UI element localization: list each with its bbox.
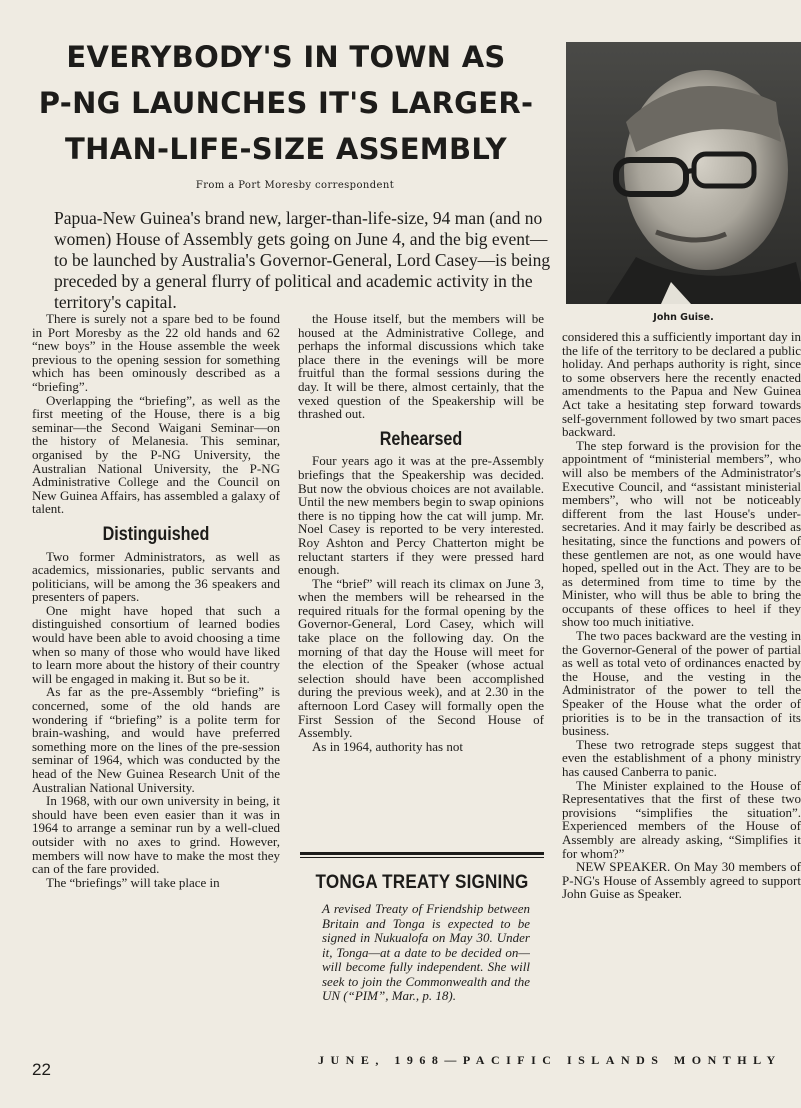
paragraph: The “brief” will reach its climax on June 3, when the members will be rehearsed in the required rituals for the formal opening by the Governor-General, Lord Casey, which will take place on the following day. On the morning of that day the House will meet for the election of the Speaker (whose actual selection should have been accomplished during the previous week), and at 2.30 in the afternoon Lord Casey will formally open the First Session of the Second House of Assembly. bbox=[298, 575, 544, 741]
portrait-illustration bbox=[566, 42, 801, 304]
tonga-sidebar-box bbox=[300, 852, 544, 1030]
portrait-photo bbox=[566, 42, 801, 304]
paragraph: considered this a sufficiently important day in the life of the territory to be declared a public holiday. And perhaps authority is right, since to some observers here the recently enacted amendments to the Papua and New Guinea Act take a hesitating step forward towards self-government followed by two smart paces backward. bbox=[562, 330, 801, 440]
paragraph: Overlapping the “briefing”, as well as the first meeting of the House, there is a big seminar—the Second Waigani Seminar—on the history of Melanesia. This seminar, organised by the P-NG University, the Australian National University, the P-NG Administrative College and the Council on New Guinea Affairs, has assembled a galaxy of talent. bbox=[32, 392, 280, 517]
paragraph: The step forward is the provision for the appointment of “ministerial members”, who will also be members of the Administrator's Executive Council, and “assistant ministerial members”, who will not be noticeably different from the last House's under-secretaries. And it may fairly be described as hesitating, since the functions and powers of these gentlemen are not, as one would have hoped, spelled out in the Act. They are to be as determined from time to time by the Minister, who will thus be able to bring the occupants of these offices to heel if they show too much initiative. bbox=[562, 437, 801, 630]
lead-paragraph: Papua-New Guinea's brand new, larger-than-life-size, 94 man (and no women) House of Assembly gets going on June 4, and the big event—to be launched by Australia's Governor-General, Lord Casey—is being preceded by a general flurry of political and academic activity in the territory's capital. bbox=[54, 208, 551, 312]
paragraph: The “briefings” will take place in bbox=[46, 874, 220, 890]
paragraph: There is surely not a spare bed to be found in Port Moresby as the 22 old hands and 62 “new boys” in the House assemble the week previous to the opening session for something which has been ominously described as a “briefing”. bbox=[32, 312, 280, 394]
headline-line-2: P-NG LAUNCHES IT'S LARGER- bbox=[38, 86, 534, 120]
issue-footer: JUNE, 1968—PACIFIC ISLANDS MONTHLY bbox=[318, 1053, 782, 1067]
headline-line-1: EVERYBODY'S IN TOWN AS bbox=[66, 40, 506, 74]
paragraph: The Minister explained to the House of Representatives that the first of these two provisions “simplifies the situation”. Experienced members of the House of Assembly are already asking, “Simplifies it for whom?” bbox=[562, 777, 801, 861]
photo-caption: John Guise. bbox=[653, 312, 714, 323]
page-number: 22 bbox=[32, 1060, 51, 1079]
paragraph: As in 1964, authority has not bbox=[312, 738, 463, 754]
byline: From a Port Moresby correspondent bbox=[195, 180, 395, 191]
subhead-rehearsed: Rehearsed bbox=[379, 428, 463, 450]
paragraph: Four years ago it was at the pre-Assembly briefings that the Speakership was decided. But now the obvious choices are not available. Until the new members begin to swap opinions there is no tipping how the cat will jump. Mr. Noel Casey is reported to be very interested. Roy Ashton and Percy Chatterton might be reluctant starters if they were pressed hard enough. bbox=[298, 453, 544, 578]
paragraph: As far as the pre-Assembly “briefing” is concerned, some of the old hands are wondering if “briefing” is a polite term for brain-washing, and would have preferred something more on the lines of the pre-session seminar of 1964, which was conducted by the head of the New Guinea Research Unit of the Australian National University. bbox=[32, 684, 280, 795]
headline-line-3: THAN-LIFE-SIZE ASSEMBLY bbox=[65, 132, 507, 166]
paragraph: NEW SPEAKER. On May 30 members of P-NG's House of Assembly agreed to support John Guise as Speaker. bbox=[562, 859, 801, 902]
paragraph: The two paces backward are the vesting in the Governor-General of the power of partial as well as total veto of ordinances enacted by the House, and the vesting in the Administrator of the power to tell the Speaker of the House what the order of priorities is to be in the transaction of its business. bbox=[562, 628, 801, 739]
tonga-title: TONGA TREATY SIGNING bbox=[315, 872, 529, 893]
paragraph: the House itself, but the members will be housed at the Administrative College, and perhaps the informal discussions which take place there in the evenings will be more fruitful than the formal sessions during the day. It will be there, almost certainly, that the vexed question of the Speakership will be thrashed out. bbox=[298, 312, 544, 422]
divider bbox=[300, 857, 544, 858]
paragraph: One might have hoped that such a distinguished consortium of learned bodies would have been able to avoid choosing a time when so many of those who would have liked to learn more about the history of their country will be engaged in making it. But so be it. bbox=[32, 602, 280, 686]
paragraph: Two former Administrators, as well as academics, missionaries, public servants and politicians, will be among the 36 speakers and presenters of papers. bbox=[32, 548, 280, 605]
subhead-distinguished: Distinguished bbox=[102, 523, 210, 545]
paragraph: These two retrograde steps suggest that even the establishment of a phony ministry has caused Canberra to panic. bbox=[562, 736, 801, 779]
column-2 bbox=[298, 312, 544, 852]
divider bbox=[300, 852, 544, 855]
column-1 bbox=[32, 312, 280, 1034]
paragraph: In 1968, with our own university in being, it should have been even easier than it was in 1964 to arrange a seminar run by a well-clued outsider with no axes to grind. However, members will now have to make the most they can of the fare provided. bbox=[32, 793, 280, 877]
headline bbox=[30, 34, 542, 172]
tonga-body: A revised Treaty of Friendship between Britain and Tonga is expected to be signed in Nukualofa on May 30. Under it, Tonga—at a date to be decided on—will become fully independent. She will seek to join the Commonwealth and the UN (“PIM”, Mar., p. 18). bbox=[322, 901, 530, 1003]
column-3 bbox=[562, 330, 801, 1040]
